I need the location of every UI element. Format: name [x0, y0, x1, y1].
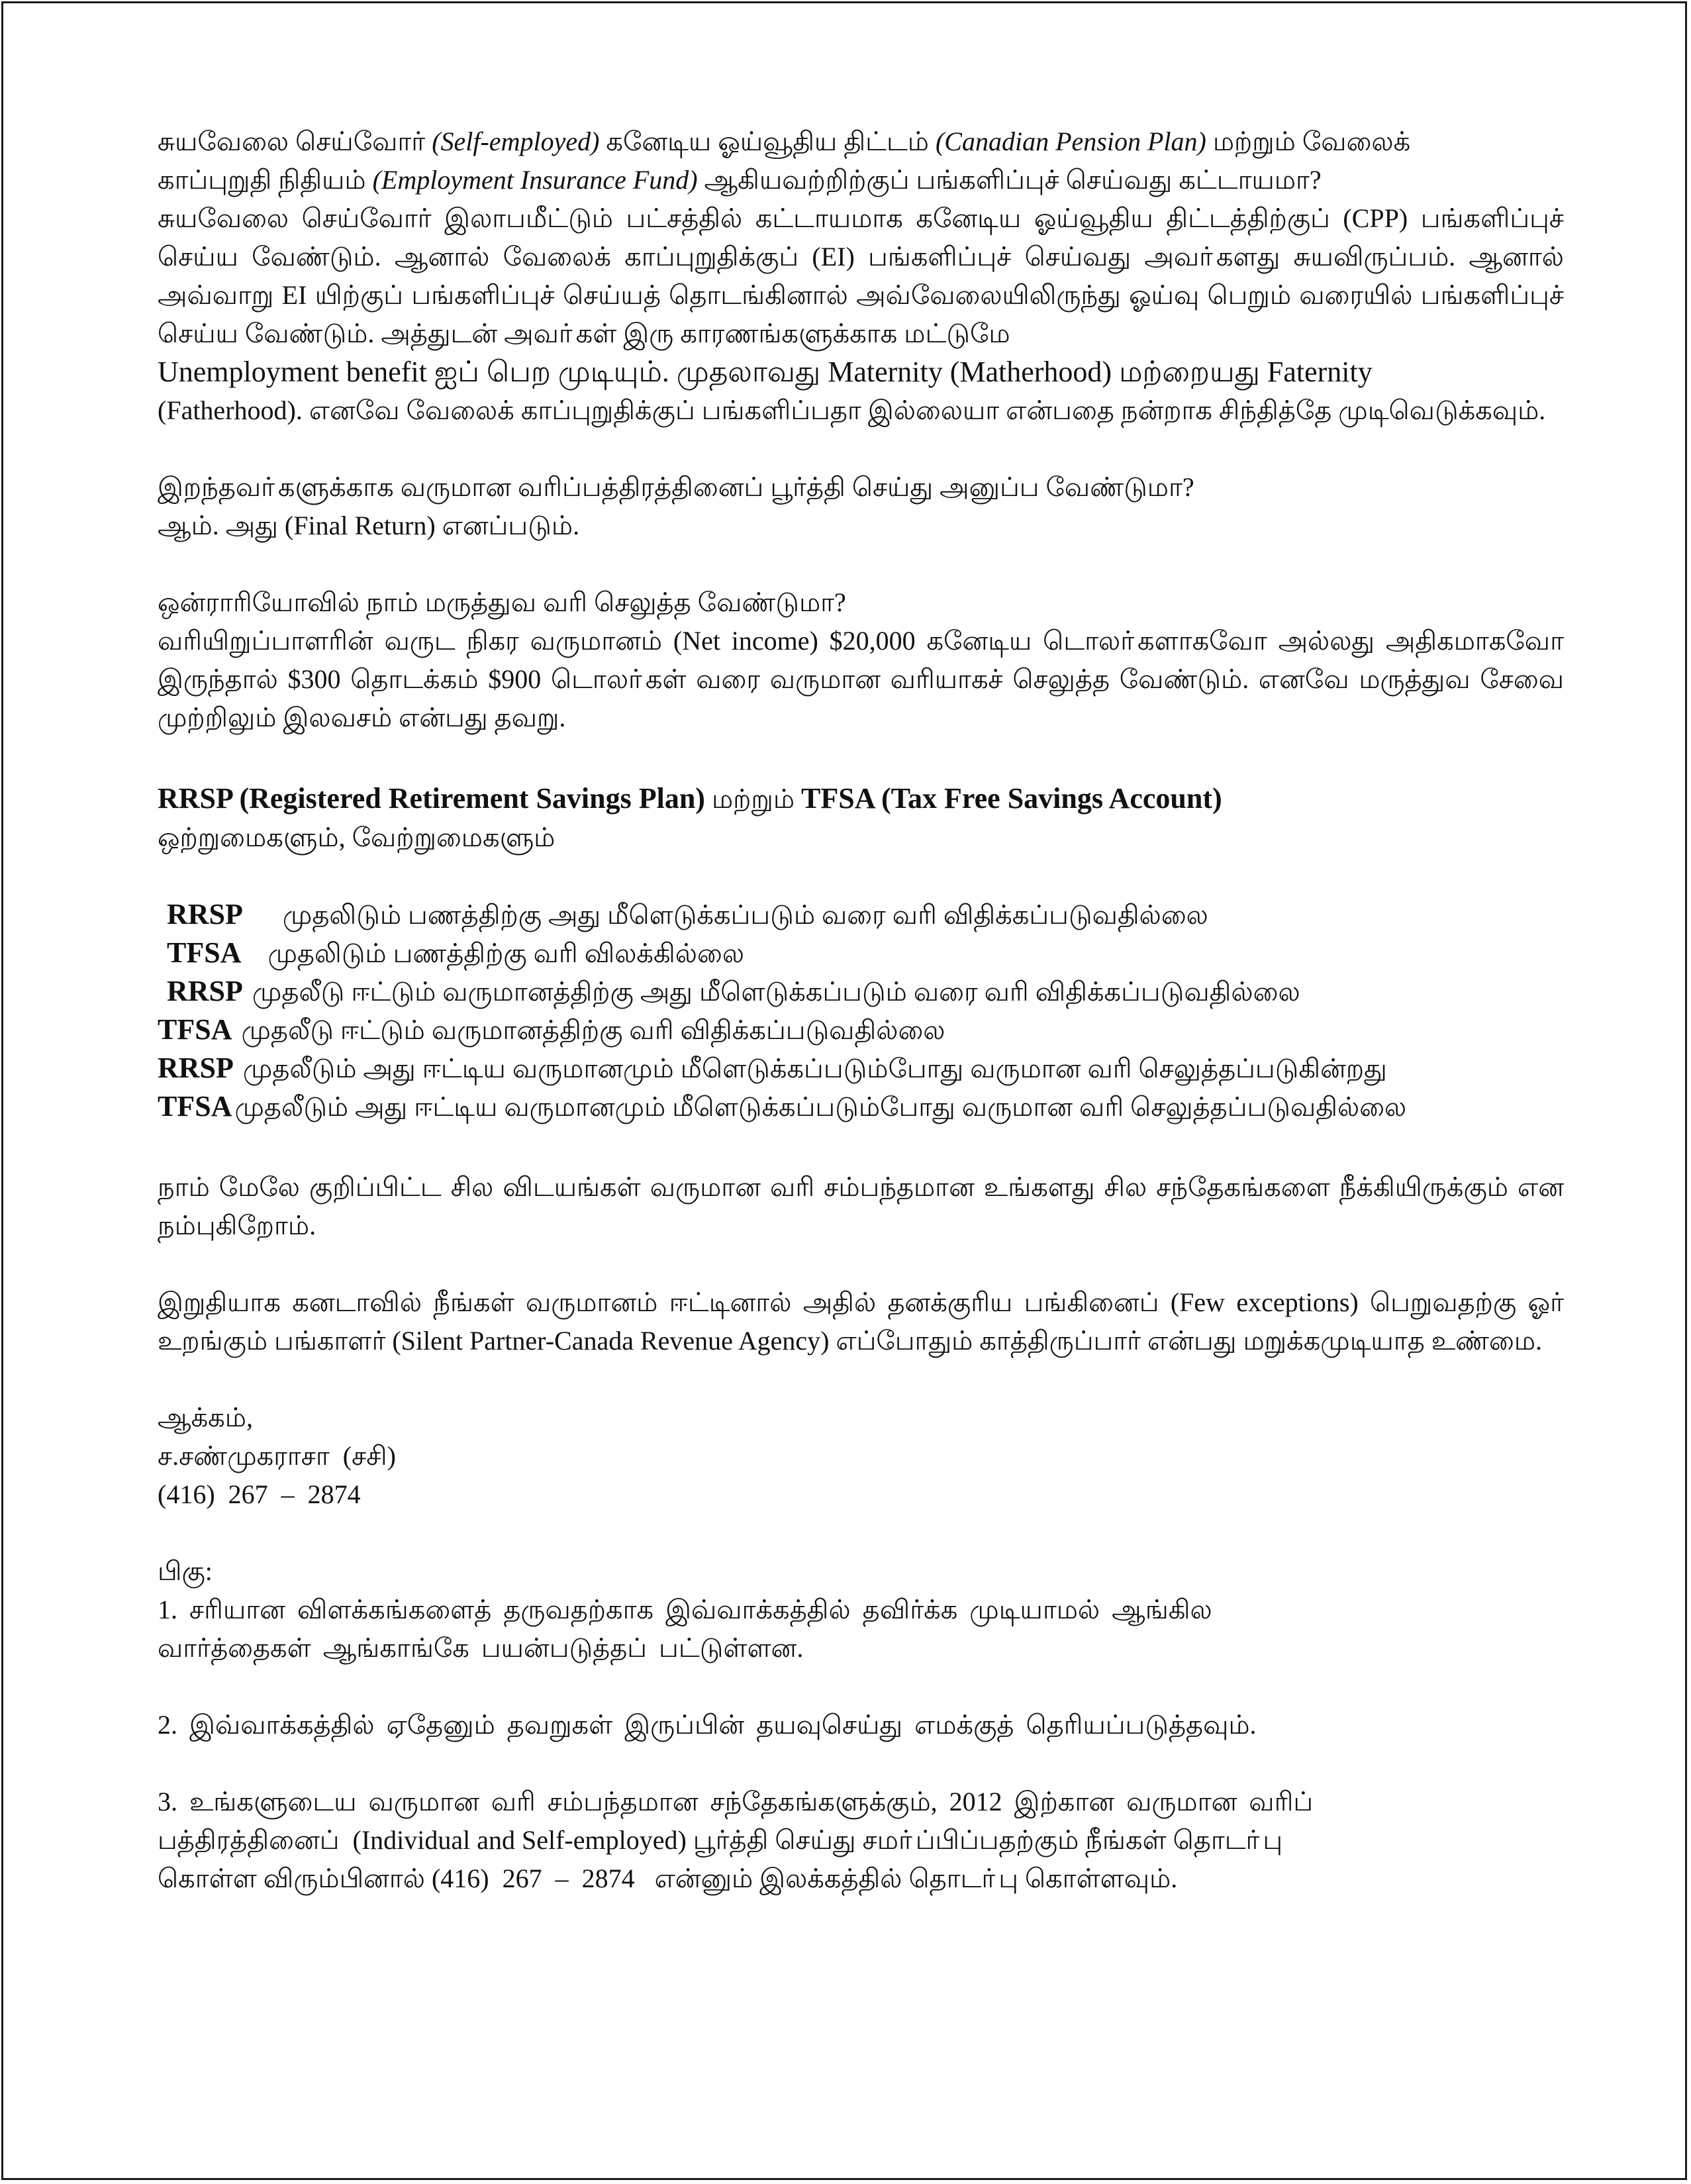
comparison-text: முதலிடும் பணத்திற்கு வரி விலக்கில்லை — [267, 938, 745, 968]
closing-paragraph-2: இறுதியாக கனடாவில் நீங்கள் வருமானம் ஈட்டினால் அதில் தனக்குரிய பங்கினைப் (Few exceptions) பெறுவதற்கு ஓர் உறங்கும் பங்காளர் (Silent Partner-Canada Revenue Agency) எப்போதும் காத்திருப்பார் என்பது மறுக்கமுடியாத உண்மை. — [158, 1287, 1564, 1356]
comparison-text: முதலீடும் அது ஈட்டிய வருமானமும் மீளெடுக்கப்படும்போது வருமான வரி செலுத்தப்படுகின்றது — [242, 1054, 1387, 1083]
ps-note-3-line-2: பத்திரத்தினைப் (Individual and Self-employed) பூர்த்தி செய்து சமா்ப்பிப்பதற்கும் நீங்கள் தொடா்பு — [158, 1825, 1283, 1855]
q1-answer-english-line: Unemployment benefit ஐப் பெற முடியும். முதலாவது Maternity (Matherhood) மற்றையது Faternity — [158, 356, 1373, 388]
comparison-text: முதலீடு ஈட்டும் வருமானத்திற்கு வரி விதிக்கப்படுவதில்லை — [241, 1015, 945, 1045]
spacer — [158, 737, 1564, 779]
comparison-tag: RRSP — [158, 1052, 234, 1084]
ps-note-1-line-1: 1. சரியான விளக்கங்களைத் தருவதற்காக இவ்வாக்கத்தில் தவிர்க்க முடியாமல் ஆங்கில — [158, 1595, 1212, 1624]
comparison-text: முதலீடும் அது ஈட்டிய வருமானமும் மீளெடுக்கப்படும்போது வருமான வரி செலுத்தப்படுவதில்லை — [234, 1092, 1407, 1122]
spacer — [158, 1126, 1564, 1168]
comparison-tag: TFSA — [167, 936, 242, 969]
comparison-row — [158, 1087, 1564, 1126]
spacer — [158, 1514, 1564, 1552]
section-heading-rrsp-tfsa: RRSP (Registered Retirement Savings Plan) மற்றும் TFSA (Tax Free Savings Account) — [158, 782, 1222, 815]
author-phone: (416) 267 – 2874 — [158, 1479, 361, 1509]
comparison-row — [158, 1011, 1564, 1049]
q2-question: இறந்தவா்களுக்காக வருமான வரிப்பத்திரத்தினைப் பூர்த்தி செய்து அனுப்ப வேண்டுமா? — [158, 472, 1194, 502]
comparison-text: முதலீடு ஈட்டும் வருமானத்திற்கு அது மீளெடுக்கப்படும் வரை வரி விதிக்கப்படுவதில்லை — [252, 977, 1300, 1007]
q3-question: ஒன்ராரியோவில் நாம் மருத்துவ வரி செலுத்த வேண்டுமா? — [158, 587, 846, 617]
q1-answer: சுயவேலை செய்வோர் இலாபமீட்டும் பட்சத்தில் கட்டாயமாக கனேடிய ஓய்வூதிய திட்டத்திற்குப் (CPP) பங்களிப்புச் செய்ய வேண்டும். ஆனால் வேலைக் காப்புறுதிக்குப் (EI) பங்களிப்புச் செய்வது அவா்களது சுயவிருப்பம். ஆனால் அவ்வாறு EI யிற்குப் பங்களிப்புச் செய்யத் தொடங்கினால் அவ்வேலையிலிருந்து ஓய்வு பெறும் வரையில் பங்களிப்புச் செய்ய வேண்டும். அத்துடன் அவா்கள் இரு காரணங்களுக்காக மட்டுமே — [158, 203, 1564, 348]
document-page — [1, 1, 1687, 2180]
spacer — [158, 545, 1564, 583]
ps-note-3-line-3: கொள்ள விரும்பினால் (416) 267 – 2874 என்னும் இலக்கத்தில் தொடா்பு கொள்ளவும். — [158, 1863, 1178, 1893]
q1-question — [158, 123, 1564, 199]
signature-salutation: ஆக்கம், — [158, 1403, 253, 1432]
q1-question-line2: காப்புறுதி நிதியம் (Employment Insurance Fund) ஆகியவற்றிற்குப் பங்களிப்புச் செய்வது கட்டாயமா? — [158, 165, 1322, 195]
postscript — [158, 1552, 1564, 1898]
comparison-tag: RRSP — [167, 975, 243, 1007]
comparison-tag: TFSA — [158, 1090, 232, 1122]
spacer — [158, 857, 1564, 895]
spacer — [158, 430, 1564, 468]
comparison-row — [158, 972, 1564, 1011]
closing-paragraph-1: நாம் மேலே குறிப்பிட்ட சில விடயங்கள் வருமான வரி சம்பந்தமான உங்களது சில சந்தேகங்களை நீக்கியிருக்கும் என நம்புகிறோம். — [158, 1172, 1564, 1240]
q1-question-line1: சுயவேலை செய்வோர் (Self-employed) கனேடிய ஓய்வூதிய திட்டம் (Canadian Pension Plan) மற்றும் வேலைக் — [158, 126, 1411, 156]
comparison-list — [158, 895, 1564, 1126]
spacer — [158, 1744, 1564, 1783]
ps-label: பிகு: — [158, 1556, 213, 1586]
q1-answer-tail: (Fatherhood). எனவே வேலைக் காப்புறுதிக்குப் பங்களிப்பதா இல்லையா என்பதை நன்றாக சிந்தித்தே முடிவெடுக்கவும். — [158, 395, 1546, 425]
comparison-row — [158, 1049, 1564, 1087]
ps-note-2: 2. இவ்வாக்கத்தில் ஏதேனும் தவறுகள் இருப்பின் தயவுசெய்து எமக்குத் தெரியப்படுத்தவும். — [158, 1710, 1257, 1740]
ps-note-1-line-2: வார்த்தைகள் ஆங்காங்கே பயன்படுத்தப் பட்டுள்ளன. — [158, 1633, 804, 1663]
comparison-row — [158, 895, 1564, 934]
ps-note-3-line-1: 3. உங்களுடைய வருமான வரி சம்பந்தமான சந்தேகங்களுக்கும், 2012 இற்கான வருமான வரிப் — [158, 1787, 1314, 1816]
q2-answer: ஆம். அது (Final Return) எனப்படும். — [158, 511, 580, 540]
comparison-tag: TFSA — [158, 1013, 232, 1046]
document-body — [158, 123, 1564, 1898]
comparison-tag: RRSP — [167, 898, 243, 930]
section-subheading: ஒற்றுமைகளும், வேற்றுமைகளும் — [158, 822, 556, 852]
spacer — [158, 1667, 1564, 1706]
signature-block — [158, 1399, 1564, 1514]
spacer — [158, 1245, 1564, 1283]
author-name: ச.சண்முகராசா (சசி) — [158, 1441, 396, 1471]
comparison-text: முதலிடும் பணத்திற்கு அது மீளெடுக்கப்படும் வரை வரி விதிக்கப்படுவதில்லை — [282, 900, 1208, 930]
comparison-row — [158, 934, 1564, 972]
q3-answer: வரியிறுப்பாளரின் வருட நிகர வருமானம் (Net income) $20,000 கனேடிய டொலா்களாகவோ அல்லது அதிகமாகவோ இருந்தால் $300 தொடக்கம் $900 டொலா்கள் வரை வருமான வரியாகச் செலுத்த வேண்டும். எனவே மருத்துவ சேவை முற்றிலும் இலவசம் என்பது தவறு. — [158, 626, 1564, 732]
spacer — [158, 1360, 1564, 1399]
